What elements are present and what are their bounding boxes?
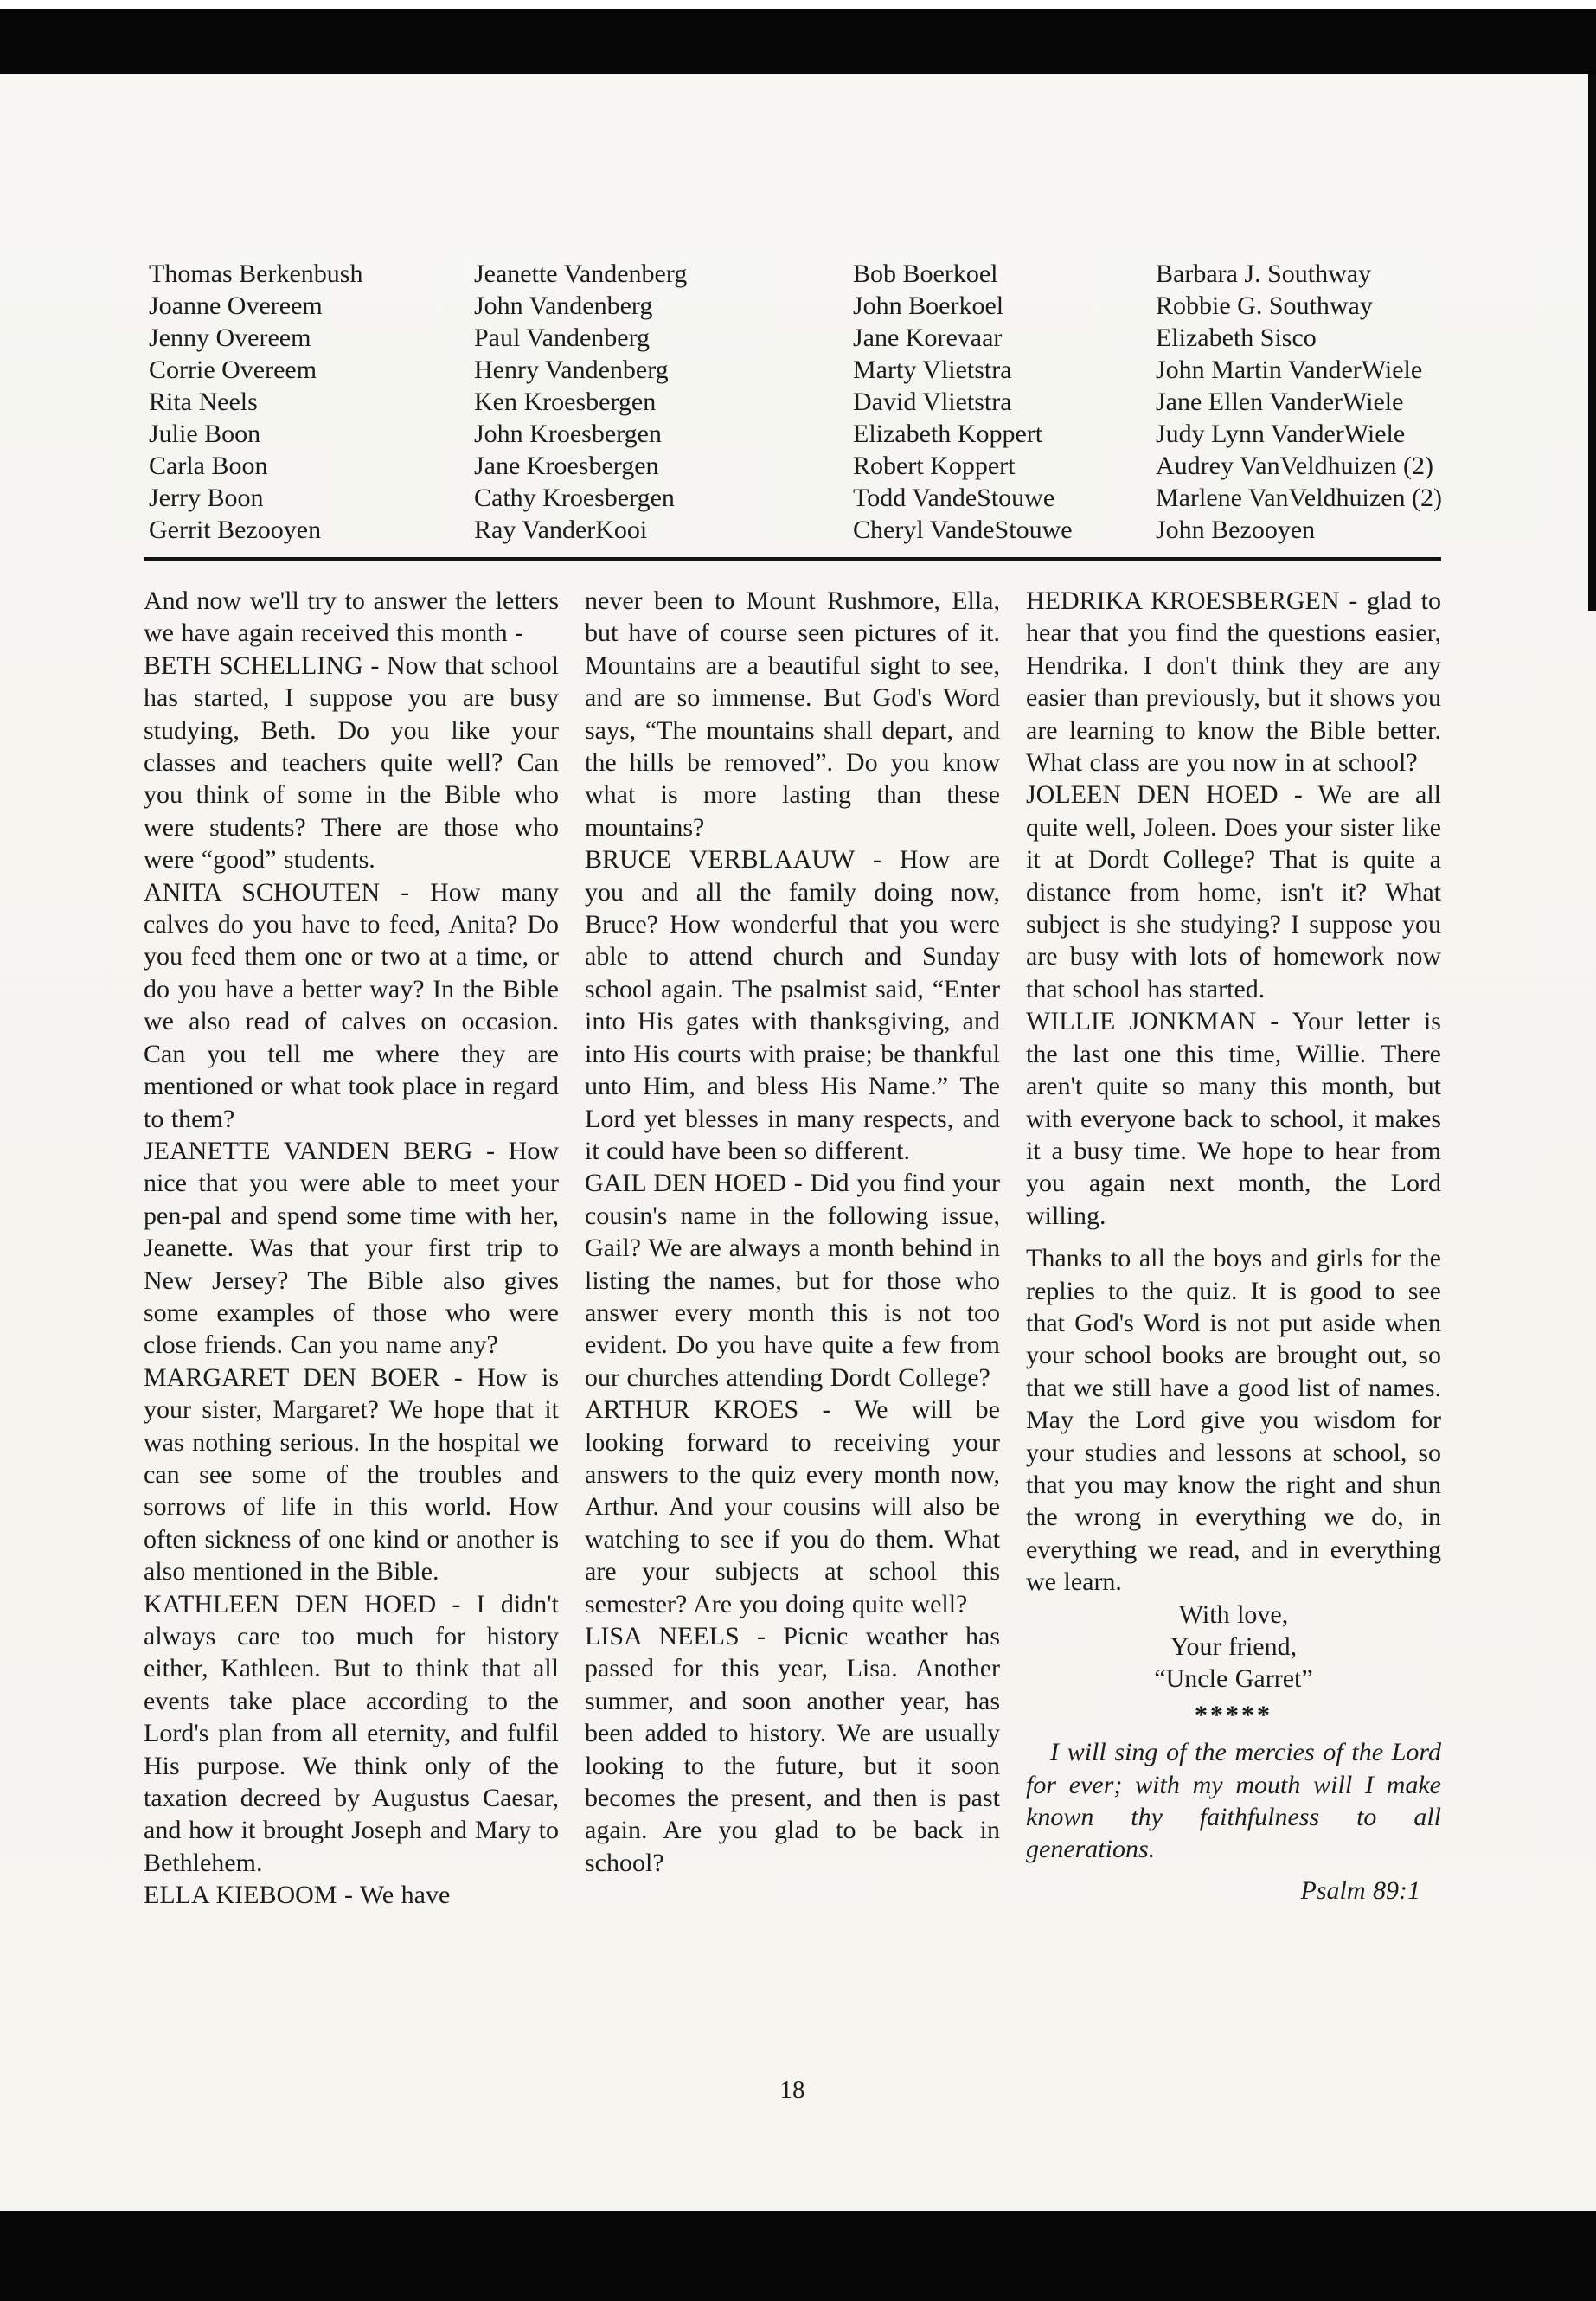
name-column-3 (853, 258, 1156, 546)
paragraph: “Uncle Garret” (1154, 1664, 1313, 1694)
name-column-4 (1156, 258, 1455, 546)
paragraph: BRUCE VERBLAAUW - How are you and all the family doing now, Bruce? How wonderful that you were able to attend church and Sunday school again. The psalmist said, “Enter into His gates with thanksgiving, and into His courts with praise; be thankful unto Him, and bless His Name.” The Lord yet blesses in many respects, and it could have been so different. (585, 845, 1000, 1165)
name-entry: Marlene VanVeldhuizen (2) (1156, 484, 1442, 512)
name-entry: Julie Boon (149, 420, 261, 448)
name-entry: Jenny Overeem (149, 324, 311, 352)
name-entry: Audrey VanVeldhuizen (2) (1156, 452, 1434, 480)
name-entry: Gerrit Bezooyen (149, 516, 322, 544)
name-entry: John Kroesbergen (474, 420, 662, 448)
paragraph: GAIL DEN HOED - Did you find your cousin's name in the following issue, Gail? We are always a month behind in listing the names, but for those who answer every month this is not too evident. Do you have quite a few from our churches attending Dordt College? (585, 1169, 1000, 1392)
name-entry: John Bezooyen (1156, 516, 1316, 544)
paragraph: And now we'll try to answer the letters we have again received this month - (144, 586, 559, 648)
name-entry: Ray VanderKooi (474, 516, 648, 544)
name-entry: Henry Vandenberg (474, 356, 669, 384)
name-column-1 (149, 258, 474, 546)
name-entry: Corrie Overeem (149, 356, 317, 384)
name-list-section (149, 258, 1455, 546)
paragraph: ARTHUR KROES - We will be looking forward to receiving your answers to the quiz every month now, Arthur. And your cousins will also be watching to see if you do them. What are your subjects at school this semester? Are you doing quite well? (585, 1395, 1000, 1618)
name-entry: Joanne Overeem (149, 292, 323, 320)
name-entry: Jane Korevaar (853, 324, 1003, 352)
text-column-3 (1026, 585, 1441, 1912)
name-entry: Jane Kroesbergen (474, 452, 659, 480)
paragraph: I will sing of the mercies of the Lord for ever; with my mouth will I make known thy faithfulness to all generations. (1026, 1738, 1441, 1864)
name-entry: Judy Lynn VanderWiele (1156, 420, 1406, 448)
name-column-2 (474, 258, 853, 546)
name-entry: Cheryl VandeStouwe (853, 516, 1073, 544)
paragraph: ELLA KIEBOOM - We have (144, 1881, 451, 1910)
name-entry: Rita Neels (149, 388, 258, 416)
divider-rule (144, 557, 1441, 561)
paragraph: LISA NEELS - Picnic weather has passed for this year, Lisa. Another summer, and soon another year, has been added to history. We are usually looking to the future, but it soon becomes the present, and then is past again. Are you glad to be back in school? (585, 1622, 1000, 1877)
paragraph: BETH SCHELLING - Now that school has started, I suppose you are busy studying, Beth. Do you like your classes and teachers quite well? Can you think of some in the Bible who were students? There are those who were “good” students. (144, 651, 559, 875)
name-entry: David Vlietstra (853, 388, 1012, 416)
paragraph: HEDRIKA KROESBERGEN - glad to hear that you find the questions easier, Hendrika. I don't think they are any easier than previously, but it shows you are learning to know the Bible better. What class are you now in at school? (1026, 586, 1441, 778)
name-entry: Jane Ellen VanderWiele (1156, 388, 1404, 416)
text-column-2 (585, 585, 1000, 1912)
name-entry: John Vandenberg (474, 292, 653, 320)
paragraph: WILLIE JONKMAN - Your letter is the last one this time, Willie. There aren't quite so many this month, but with everyone back to school, it makes it a busy time. We hope to hear from you again next month, the Lord willing. (1026, 1007, 1441, 1230)
name-entry: Carla Boon (149, 452, 268, 480)
paragraph: ANITA SCHOUTEN - How many calves do you have to feed, Anita? Do you feed them one or two at a time, or do you have a better way? In the Bible we also read of calves on occasion. Can you tell me where they are mentioned or what took place in regard to them? (144, 877, 559, 1133)
name-entry: Elizabeth Sisco (1156, 324, 1317, 352)
page-number: 18 (779, 2076, 805, 2104)
paragraph: MARGARET DEN BOER - How is your sister, Margaret? We hope that it was nothing serious. In the hospital we can see some of the troubles and sorrows of life in this world. How often sickness of one kind or another is also mentioned in the Bible. (144, 1362, 559, 1586)
scan-bottom-border (0, 2211, 1596, 2301)
text-column-1 (144, 585, 559, 1912)
name-entry: Robbie G. Southway (1156, 292, 1373, 320)
name-entry: Todd VandeStouwe (853, 484, 1055, 512)
newsletter-page (0, 74, 1596, 2211)
name-entry: Elizabeth Koppert (853, 420, 1043, 448)
name-entry: Paul Vandenberg (474, 324, 651, 352)
paragraph: JOLEEN DEN HOED - We are all quite well, Joleen. Does your sister like it at Dordt College? That is quite a distance from home, isn't it? What subject is she studying? I suppose you are busy with lots of homework now that school has started. (1026, 780, 1441, 1003)
name-entry: Thomas Berkenbush (149, 260, 363, 288)
paragraph: Thanks to all the boys and girls for the replies to the quiz. It is good to see that God's Word is not put aside when your school books are brought out, so that we still have a good list of names. May the Lord give you wisdom for your studies and lessons at school, so that you may know the right and shun the wrong in everything we do, in everything we read, and in everything we learn. (1026, 1244, 1441, 1597)
paragraph: ***** (1195, 1700, 1272, 1729)
name-entry: Marty Vlietstra (853, 356, 1012, 384)
name-entry: Jeanette Vandenberg (474, 260, 688, 288)
name-entry: Ken Kroesbergen (474, 388, 657, 416)
paragraph: Psalm 89:1 (1300, 1875, 1420, 1905)
scan-right-edge (1588, 74, 1596, 611)
paragraph: never been to Mount Rushmore, Ella, but have of course seen pictures of it. Mountains are a beautiful sight to see, and are so immense. But God's Word says, “The mountains shall depart, and the hills be removed”. Do you know what is more lasting than these mountains? (585, 586, 1000, 842)
name-entry: Bob Boerkoel (853, 260, 998, 288)
paragraph: KATHLEEN DEN HOED - I didn't always care too much for history either, Kathleen. But to think that all events take place according to the Lord's plan from all eternity, and fulfil His purpose. We think only of the taxation decreed by Augustus Caesar, and how it brought Joseph and Mary to Bethlehem. (144, 1589, 559, 1877)
article-columns (144, 585, 1441, 1912)
paragraph: Your friend, (1170, 1632, 1298, 1661)
scan-top-white-strip (0, 0, 1596, 9)
name-entry: Cathy Kroesbergen (474, 484, 675, 512)
paragraph: With love, (1178, 1599, 1289, 1629)
name-entry: John Martin VanderWiele (1156, 356, 1423, 384)
paragraph: JEANETTE VANDEN BERG - How nice that you were able to meet your pen-pal and spend some time with her, Jeanette. Was that your first trip to New Jersey? The Bible also gives some examples of those who were close friends. Can you name any? (144, 1136, 559, 1360)
scan-top-border (0, 9, 1596, 74)
name-entry: Robert Koppert (853, 452, 1016, 480)
name-entry: Jerry Boon (149, 484, 264, 512)
name-entry: Barbara J. Southway (1156, 260, 1372, 288)
name-entry: John Boerkoel (853, 292, 1004, 320)
